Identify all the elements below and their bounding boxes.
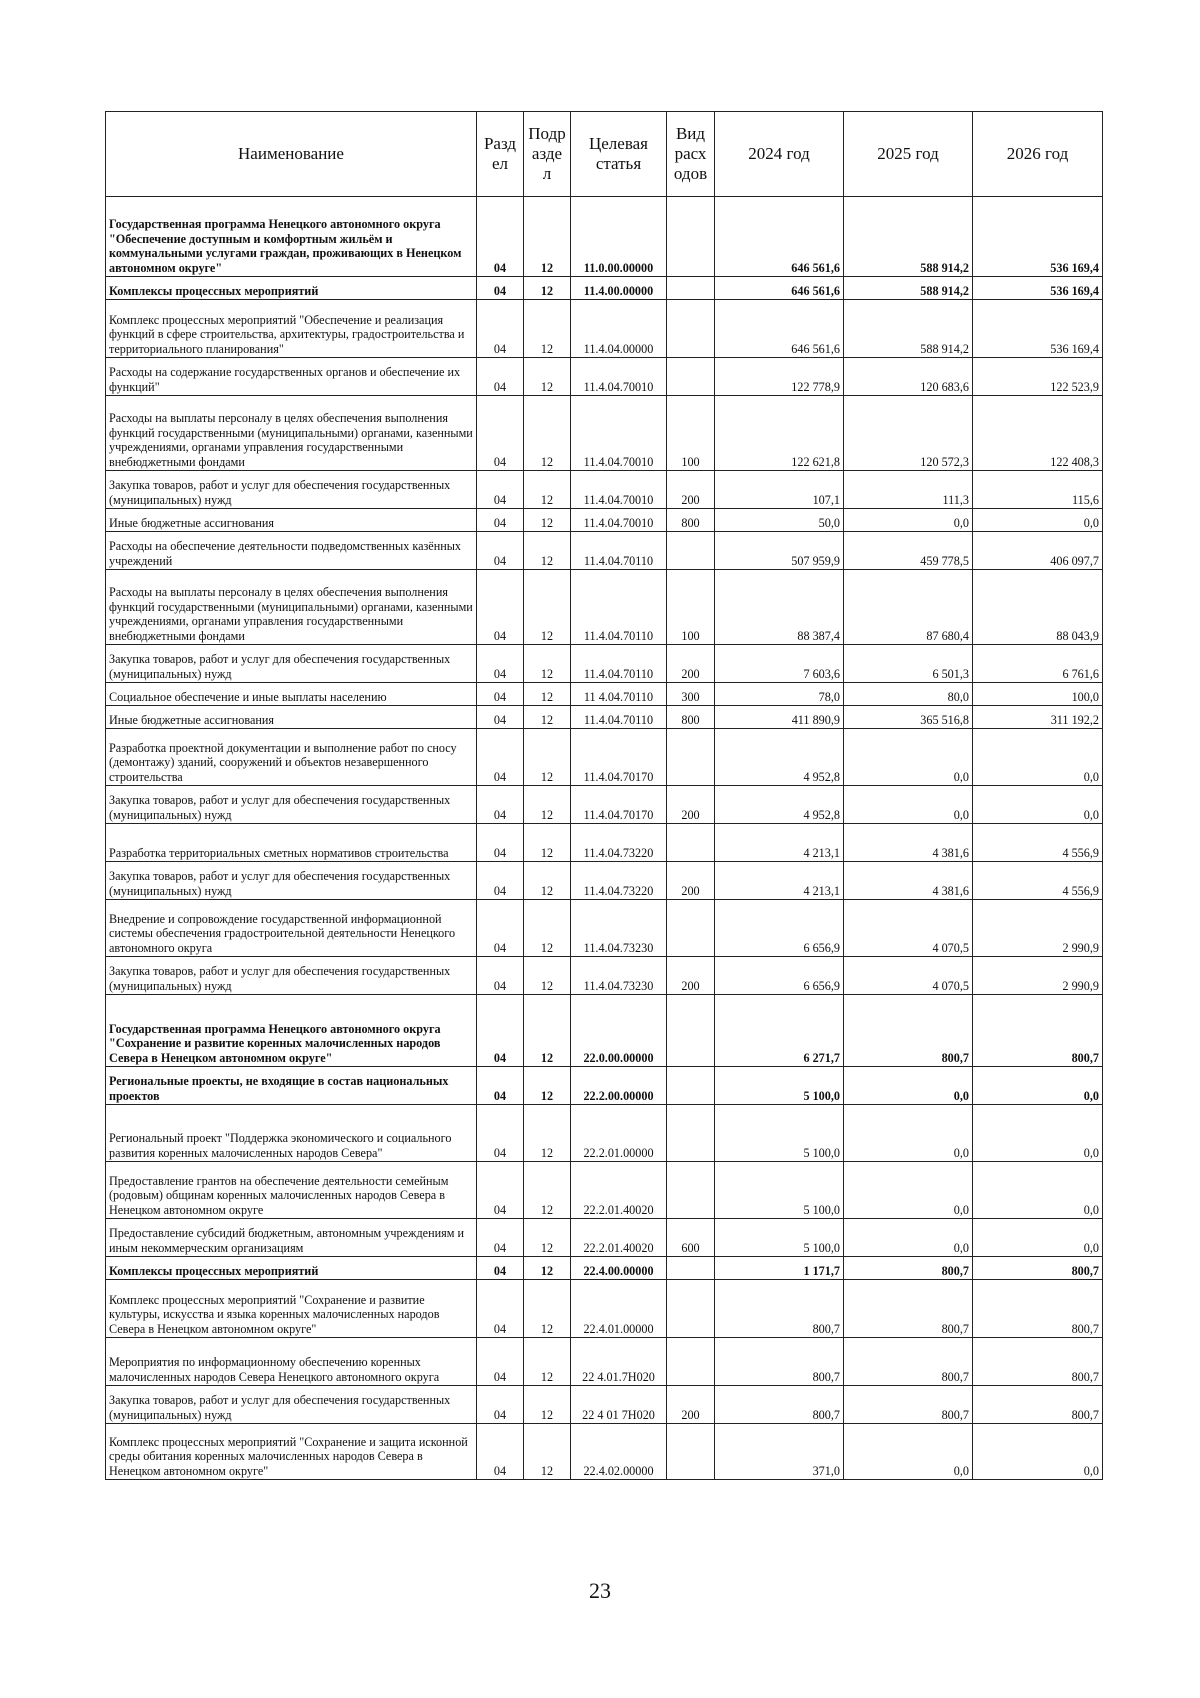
row-vid: 200 [667, 786, 715, 824]
row-target: 11.4.04.73220 [571, 824, 667, 862]
row-2026: 311 192,2 [973, 706, 1103, 729]
row-2025: 4 070,5 [844, 900, 973, 957]
row-vid [667, 1105, 715, 1162]
table-row [106, 900, 1103, 957]
row-2025: 87 680,4 [844, 570, 973, 645]
row-podrazdel: 12 [524, 1338, 571, 1386]
row-2024: 646 561,6 [715, 300, 844, 358]
table-row [106, 957, 1103, 995]
table-row [106, 1105, 1103, 1162]
table-row [106, 509, 1103, 532]
row-2026: 800,7 [973, 1257, 1103, 1280]
row-podrazdel: 12 [524, 1386, 571, 1424]
row-target: 22.4.00.00000 [571, 1257, 667, 1280]
row-name: Разработка проектной документации и выполнение работ по сносу (демонтажу) зданий, сооружений и объектов незавершенного строительства [106, 729, 477, 786]
row-target: 22.2.01.40020 [571, 1162, 667, 1219]
row-vid: 200 [667, 1386, 715, 1424]
row-target: 11.4.00.00000 [571, 277, 667, 300]
row-target: 22.2.00.00000 [571, 1067, 667, 1105]
table-row [106, 1424, 1103, 1480]
row-razdel: 04 [477, 900, 524, 957]
row-2025: 4 381,6 [844, 862, 973, 900]
row-name: Государственная программа Ненецкого автономного округа "Обеспечение доступным и комфортным жильём и коммунальными услугами граждан, проживающих в Ненецком автономном округе" [106, 197, 477, 277]
row-vid [667, 729, 715, 786]
row-2026: 2 990,9 [973, 900, 1103, 957]
table-row [106, 729, 1103, 786]
row-podrazdel: 12 [524, 509, 571, 532]
row-2024: 122 621,8 [715, 396, 844, 471]
row-2025: 588 914,2 [844, 300, 973, 358]
row-vid [667, 277, 715, 300]
row-2026: 0,0 [973, 1105, 1103, 1162]
row-2024: 6 656,9 [715, 900, 844, 957]
row-2026: 800,7 [973, 1386, 1103, 1424]
row-podrazdel: 12 [524, 957, 571, 995]
row-2026: 122 523,9 [973, 358, 1103, 396]
row-2024: 78,0 [715, 683, 844, 706]
row-2025: 459 778,5 [844, 532, 973, 570]
header-2024: 2024 год [715, 112, 844, 197]
row-2026: 800,7 [973, 995, 1103, 1067]
row-2024: 6 656,9 [715, 957, 844, 995]
row-name: Внедрение и сопровождение государственной информационной системы обеспечения градостроительной деятельности Ненецкого автономного округа [106, 900, 477, 957]
row-2025: 6 501,3 [844, 645, 973, 683]
row-2026: 0,0 [973, 1067, 1103, 1105]
row-target: 11.4.04.70010 [571, 471, 667, 509]
row-name: Комплекс процессных мероприятий "Сохранение и защита исконной среды обитания коренных малочисленных народов Севера в Ненецком автономном округе" [106, 1424, 477, 1480]
row-target: 11 4.04.70110 [571, 683, 667, 706]
row-razdel: 04 [477, 729, 524, 786]
row-podrazdel: 12 [524, 995, 571, 1067]
row-2025: 365 516,8 [844, 706, 973, 729]
row-2024: 5 100,0 [715, 1162, 844, 1219]
table-row [106, 1280, 1103, 1338]
row-podrazdel: 12 [524, 197, 571, 277]
row-2025: 588 914,2 [844, 197, 973, 277]
row-2025: 800,7 [844, 995, 973, 1067]
row-2026: 0,0 [973, 1162, 1103, 1219]
row-razdel: 04 [477, 1280, 524, 1338]
row-2025: 120 572,3 [844, 396, 973, 471]
row-name: Государственная программа Ненецкого автономного округа "Сохранение и развитие коренных малочисленных народов Севера в Ненецком автономном округе" [106, 995, 477, 1067]
row-vid [667, 1257, 715, 1280]
row-2024: 4 952,8 [715, 786, 844, 824]
row-razdel: 04 [477, 957, 524, 995]
table-row [106, 277, 1103, 300]
row-razdel: 04 [477, 471, 524, 509]
row-podrazdel: 12 [524, 900, 571, 957]
row-2025: 0,0 [844, 509, 973, 532]
row-vid: 600 [667, 1219, 715, 1257]
row-target: 11.4.04.73230 [571, 900, 667, 957]
row-vid [667, 1280, 715, 1338]
row-razdel: 04 [477, 532, 524, 570]
row-vid: 800 [667, 509, 715, 532]
page-number: 23 [589, 1578, 611, 1603]
row-2024: 800,7 [715, 1338, 844, 1386]
table-row [106, 1386, 1103, 1424]
table-row [106, 532, 1103, 570]
row-name: Расходы на содержание государственных органов и обеспечение их функций" [106, 358, 477, 396]
header-target: Целевая статья [571, 112, 667, 197]
row-vid [667, 358, 715, 396]
row-podrazdel: 12 [524, 706, 571, 729]
row-2025: 0,0 [844, 786, 973, 824]
row-2025: 80,0 [844, 683, 973, 706]
row-2026: 0,0 [973, 729, 1103, 786]
row-name: Региональный проект "Поддержка экономического и социального развития коренных малочисленных народов Севера" [106, 1105, 477, 1162]
row-vid [667, 995, 715, 1067]
row-razdel: 04 [477, 706, 524, 729]
row-name: Предоставление субсидий бюджетным, автономным учреждениям и иным некоммерческим организациям [106, 1219, 477, 1257]
row-podrazdel: 12 [524, 1280, 571, 1338]
row-vid: 200 [667, 471, 715, 509]
table-row [106, 1067, 1103, 1105]
row-2024: 800,7 [715, 1386, 844, 1424]
row-razdel: 04 [477, 277, 524, 300]
row-name: Региональные проекты, не входящие в состав национальных проектов [106, 1067, 477, 1105]
row-podrazdel: 12 [524, 532, 571, 570]
row-razdel: 04 [477, 1105, 524, 1162]
row-razdel: 04 [477, 1424, 524, 1480]
row-razdel: 04 [477, 1067, 524, 1105]
row-target: 22.0.00.00000 [571, 995, 667, 1067]
table-row [106, 683, 1103, 706]
row-2026: 536 169,4 [973, 300, 1103, 358]
row-podrazdel: 12 [524, 645, 571, 683]
table-row [106, 824, 1103, 862]
row-target: 11.4.04.70110 [571, 532, 667, 570]
header-2026: 2026 год [973, 112, 1103, 197]
row-2024: 1 171,7 [715, 1257, 844, 1280]
row-target: 22.2.01.40020 [571, 1219, 667, 1257]
row-name: Закупка товаров, работ и услуг для обеспечения государственных (муниципальных) нужд [106, 471, 477, 509]
row-vid [667, 532, 715, 570]
row-podrazdel: 12 [524, 277, 571, 300]
row-podrazdel: 12 [524, 862, 571, 900]
row-podrazdel: 12 [524, 358, 571, 396]
header-razdel: Разд ел [477, 112, 524, 197]
row-2025: 4 070,5 [844, 957, 973, 995]
row-name: Закупка товаров, работ и услуг для обеспечения государственных (муниципальных) нужд [106, 645, 477, 683]
row-name: Комплексы процессных мероприятий [106, 1257, 477, 1280]
row-name: Закупка товаров, работ и услуг для обеспечения государственных (муниципальных) нужд [106, 957, 477, 995]
row-podrazdel: 12 [524, 471, 571, 509]
row-razdel: 04 [477, 824, 524, 862]
row-2026: 0,0 [973, 1424, 1103, 1480]
row-vid: 200 [667, 862, 715, 900]
row-2025: 111,3 [844, 471, 973, 509]
row-2025: 588 914,2 [844, 277, 973, 300]
row-2024: 88 387,4 [715, 570, 844, 645]
row-2024: 50,0 [715, 509, 844, 532]
row-target: 11.4.04.70110 [571, 570, 667, 645]
row-razdel: 04 [477, 300, 524, 358]
row-target: 11.4.04.70110 [571, 645, 667, 683]
row-name: Закупка товаров, работ и услуг для обеспечения государственных (муниципальных) нужд [106, 862, 477, 900]
row-2026: 6 761,6 [973, 645, 1103, 683]
row-2024: 4 952,8 [715, 729, 844, 786]
row-vid [667, 900, 715, 957]
table-row [106, 1219, 1103, 1257]
row-podrazdel: 12 [524, 1257, 571, 1280]
row-podrazdel: 12 [524, 1219, 571, 1257]
row-2024: 7 603,6 [715, 645, 844, 683]
row-target: 11.0.00.00000 [571, 197, 667, 277]
row-2026: 2 990,9 [973, 957, 1103, 995]
row-2026: 800,7 [973, 1338, 1103, 1386]
table-header-row [106, 112, 1103, 197]
row-2025: 0,0 [844, 729, 973, 786]
row-2024: 411 890,9 [715, 706, 844, 729]
row-2024: 5 100,0 [715, 1105, 844, 1162]
row-target: 22.4.01.00000 [571, 1280, 667, 1338]
row-name: Иные бюджетные ассигнования [106, 509, 477, 532]
row-vid: 100 [667, 396, 715, 471]
row-name: Предоставление грантов на обеспечение деятельности семейным (родовым) общинам коренных малочисленных народов Севера в Ненецком автономном округе [106, 1162, 477, 1219]
row-2026: 4 556,9 [973, 824, 1103, 862]
budget-table [105, 111, 1103, 1480]
row-target: 11.4.04.00000 [571, 300, 667, 358]
row-vid [667, 1338, 715, 1386]
row-podrazdel: 12 [524, 683, 571, 706]
row-name: Социальное обеспечение и иные выплаты населению [106, 683, 477, 706]
row-razdel: 04 [477, 786, 524, 824]
row-razdel: 04 [477, 509, 524, 532]
row-razdel: 04 [477, 645, 524, 683]
row-2025: 4 381,6 [844, 824, 973, 862]
row-vid [667, 197, 715, 277]
header-vid: Вид расх одов [667, 112, 715, 197]
row-2025: 800,7 [844, 1257, 973, 1280]
row-razdel: 04 [477, 197, 524, 277]
row-name: Комплекс процессных мероприятий "Обеспечение и реализация функций в сфере строительства, архитектуры, градостроительства и территориального планирования" [106, 300, 477, 358]
row-2025: 800,7 [844, 1386, 973, 1424]
row-podrazdel: 12 [524, 570, 571, 645]
row-name: Комплексы процессных мероприятий [106, 277, 477, 300]
row-target: 11.4.04.73230 [571, 957, 667, 995]
row-razdel: 04 [477, 1338, 524, 1386]
row-2025: 120 683,6 [844, 358, 973, 396]
row-podrazdel: 12 [524, 300, 571, 358]
row-2026: 100,0 [973, 683, 1103, 706]
row-razdel: 04 [477, 358, 524, 396]
row-2025: 0,0 [844, 1424, 973, 1480]
row-vid: 300 [667, 683, 715, 706]
row-2025: 800,7 [844, 1338, 973, 1386]
table-row [106, 570, 1103, 645]
row-vid: 200 [667, 645, 715, 683]
table-row [106, 786, 1103, 824]
row-2025: 0,0 [844, 1219, 973, 1257]
row-target: 22 4.01.7Н020 [571, 1338, 667, 1386]
row-name: Расходы на обеспечение деятельности подведомственных казённых учреждений [106, 532, 477, 570]
row-2026: 536 169,4 [973, 197, 1103, 277]
row-name: Мероприятия по информационному обеспечению коренных малочисленных народов Севера Ненецкого автономного округа [106, 1338, 477, 1386]
row-target: 22.4.02.00000 [571, 1424, 667, 1480]
row-name: Разработка территориальных сметных нормативов строительства [106, 824, 477, 862]
row-vid: 800 [667, 706, 715, 729]
header-2025: 2025 год [844, 112, 973, 197]
row-name: Иные бюджетные ассигнования [106, 706, 477, 729]
row-podrazdel: 12 [524, 1424, 571, 1480]
row-2024: 122 778,9 [715, 358, 844, 396]
row-2024: 4 213,1 [715, 824, 844, 862]
row-2026: 0,0 [973, 1219, 1103, 1257]
row-2024: 646 561,6 [715, 277, 844, 300]
row-2024: 646 561,6 [715, 197, 844, 277]
row-razdel: 04 [477, 1386, 524, 1424]
row-vid [667, 824, 715, 862]
row-name: Расходы на выплаты персоналу в целях обеспечения выполнения функций государственными (муниципальными) органами, казенными учреждениями, органами управления государственными внебюджетными фондами [106, 570, 477, 645]
table-row [106, 358, 1103, 396]
row-2024: 5 100,0 [715, 1067, 844, 1105]
table-row [106, 396, 1103, 471]
row-razdel: 04 [477, 570, 524, 645]
table-row [106, 471, 1103, 509]
table-row [106, 995, 1103, 1067]
row-podrazdel: 12 [524, 1162, 571, 1219]
row-2026: 406 097,7 [973, 532, 1103, 570]
row-razdel: 04 [477, 1162, 524, 1219]
row-target: 11.4.04.73220 [571, 862, 667, 900]
row-2026: 800,7 [973, 1280, 1103, 1338]
row-2024: 4 213,1 [715, 862, 844, 900]
table-row [106, 197, 1103, 277]
row-razdel: 04 [477, 683, 524, 706]
row-2024: 507 959,9 [715, 532, 844, 570]
row-2025: 0,0 [844, 1105, 973, 1162]
table-row [106, 1257, 1103, 1280]
row-vid [667, 1424, 715, 1480]
table-row [106, 1338, 1103, 1386]
row-razdel: 04 [477, 1257, 524, 1280]
row-2025: 0,0 [844, 1067, 973, 1105]
row-2026: 4 556,9 [973, 862, 1103, 900]
row-target: 22.2.01.00000 [571, 1105, 667, 1162]
row-2024: 107,1 [715, 471, 844, 509]
row-target: 11.4.04.70010 [571, 509, 667, 532]
row-2024: 800,7 [715, 1280, 844, 1338]
row-2026: 122 408,3 [973, 396, 1103, 471]
row-razdel: 04 [477, 1219, 524, 1257]
table-row [106, 300, 1103, 358]
row-target: 11.4.04.70010 [571, 358, 667, 396]
row-vid [667, 300, 715, 358]
row-target: 11.4.04.70170 [571, 786, 667, 824]
row-target: 22 4 01 7Н020 [571, 1386, 667, 1424]
table-row [106, 862, 1103, 900]
row-target: 11.4.04.70010 [571, 396, 667, 471]
table-row [106, 1162, 1103, 1219]
row-2026: 536 169,4 [973, 277, 1103, 300]
table-body [106, 197, 1103, 1480]
row-2026: 0,0 [973, 509, 1103, 532]
row-razdel: 04 [477, 862, 524, 900]
row-name: Закупка товаров, работ и услуг для обеспечения государственных (муниципальных) нужд [106, 786, 477, 824]
row-2026: 115,6 [973, 471, 1103, 509]
row-vid [667, 1162, 715, 1219]
row-name: Комплекс процессных мероприятий "Сохранение и развитие культуры, искусства и языка коренных малочисленных народов Севера в Ненецком автономном округе" [106, 1280, 477, 1338]
row-2024: 371,0 [715, 1424, 844, 1480]
row-razdel: 04 [477, 396, 524, 471]
header-name: Наименование [106, 112, 477, 197]
row-podrazdel: 12 [524, 729, 571, 786]
row-vid: 100 [667, 570, 715, 645]
row-name: Расходы на выплаты персоналу в целях обеспечения выполнения функций государственными (муниципальными) органами, казенными учреждениями, органами управления государственными внебюджетными фондами [106, 396, 477, 471]
row-2025: 0,0 [844, 1162, 973, 1219]
row-podrazdel: 12 [524, 396, 571, 471]
row-razdel: 04 [477, 995, 524, 1067]
row-2026: 0,0 [973, 786, 1103, 824]
row-vid [667, 1067, 715, 1105]
row-podrazdel: 12 [524, 824, 571, 862]
row-2024: 5 100,0 [715, 1219, 844, 1257]
row-podrazdel: 12 [524, 1067, 571, 1105]
row-2026: 88 043,9 [973, 570, 1103, 645]
row-2024: 6 271,7 [715, 995, 844, 1067]
row-podrazdel: 12 [524, 786, 571, 824]
row-2025: 800,7 [844, 1280, 973, 1338]
table-row [106, 645, 1103, 683]
row-name: Закупка товаров, работ и услуг для обеспечения государственных (муниципальных) нужд [106, 1386, 477, 1424]
row-vid: 200 [667, 957, 715, 995]
row-podrazdel: 12 [524, 1105, 571, 1162]
row-target: 11.4.04.70110 [571, 706, 667, 729]
header-podrazdel: Подр азде л [524, 112, 571, 197]
row-target: 11.4.04.70170 [571, 729, 667, 786]
table-row [106, 706, 1103, 729]
